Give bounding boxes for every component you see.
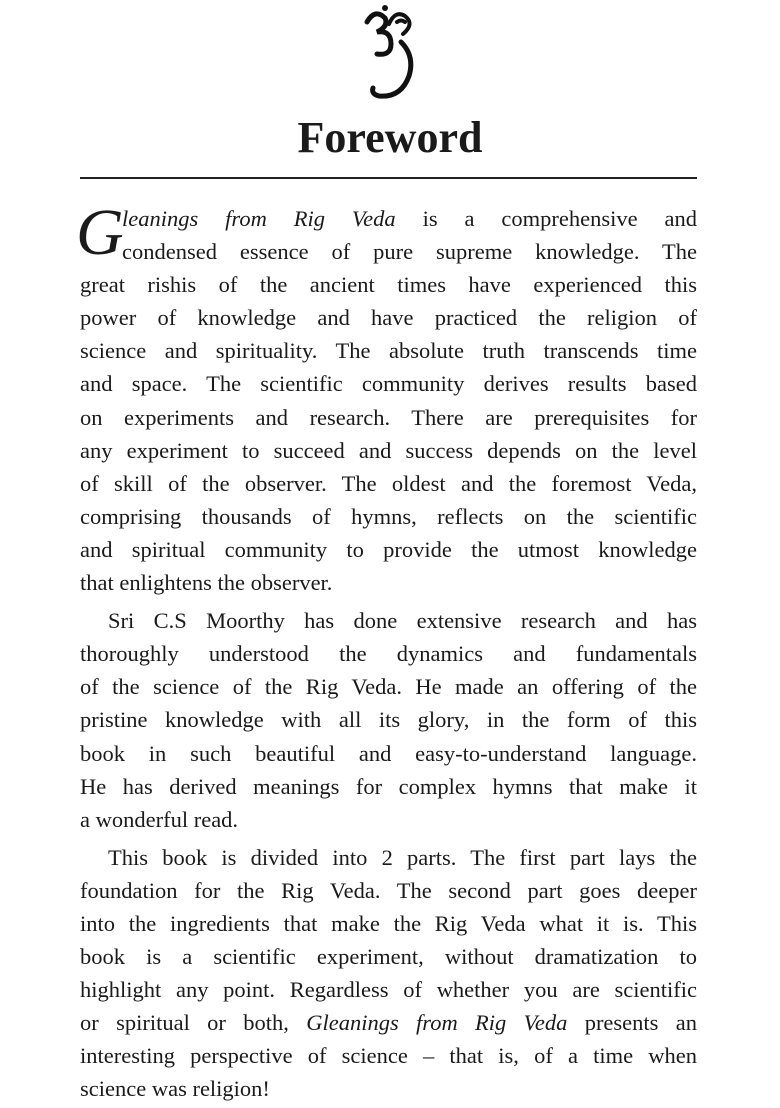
text-span: presents an xyxy=(567,1010,697,1036)
page-title: Foreword xyxy=(297,113,483,162)
text-line: pristine knowledge with all its glory, in the form of this xyxy=(80,707,697,733)
text-line: and spiritual community to provide the utmost knowledge xyxy=(80,536,697,562)
text-line: This book is divided into 2 parts. The first part lays the xyxy=(108,844,697,870)
text-line: of skill of the observer. The oldest and the foremost Veda, xyxy=(80,470,697,496)
book-title: Gleanings from Rig Veda xyxy=(306,1010,568,1036)
text-line: a wonderful read. xyxy=(80,806,239,832)
text-line: any experiment to succeed and success depends on the level xyxy=(80,437,697,463)
text-line: science was religion! xyxy=(80,1076,270,1102)
text-span: is a comprehensive and xyxy=(395,206,697,231)
text-line: and space. The scientific community derives results based xyxy=(80,371,697,397)
text-line: great rishis of the ancient times have experienced this xyxy=(80,272,697,298)
text-line: interesting perspective of science – that is, of a time when xyxy=(80,1043,697,1069)
text-line: Sri C.S Moorthy has done extensive research and has xyxy=(108,608,697,634)
text-line: book is a scientific experiment, without dramatization to xyxy=(80,944,697,970)
paragraph-1 xyxy=(76,196,697,599)
text-line: foundation for the Rig Veda. The second part goes deeper xyxy=(80,877,697,903)
text-line xyxy=(80,202,697,235)
paragraph-2 xyxy=(80,604,697,836)
title-divider xyxy=(80,177,697,179)
text-line: power of knowledge and have practiced the religion of xyxy=(80,305,697,331)
text-line: science and spirituality. The absolute truth transcends time xyxy=(80,338,697,364)
text-line: of the science of the Rig Veda. He made an offering of the xyxy=(80,674,697,700)
drop-cap: G xyxy=(76,196,124,269)
text-line: on experiments and research. There are prerequisites for xyxy=(80,404,697,430)
foreword-body xyxy=(76,196,697,1106)
text-line: highlight any point. Regardless of whether you are scientific xyxy=(80,977,697,1003)
text-line: condensed essence of pure supreme knowledge. The xyxy=(122,239,697,265)
om-symbol-logo xyxy=(345,2,425,102)
book-title: leanings from Rig Veda xyxy=(122,206,396,231)
paragraph-3 xyxy=(80,841,697,1106)
text-line: thoroughly understood the dynamics and fundamentals xyxy=(80,641,697,667)
text-line: comprising thousands of hymns, reflects on the scientific xyxy=(80,503,697,529)
text-line: that enlightens the observer. xyxy=(80,570,333,596)
text-line: He has derived meanings for complex hymns that make it xyxy=(80,773,697,799)
text-span: or spiritual or both, xyxy=(80,1010,307,1036)
text-line: book in such beautiful and easy-to-understand language. xyxy=(80,740,697,766)
text-line: into the ingredients that make the Rig Veda what it is. This xyxy=(80,910,697,936)
text-line xyxy=(80,1006,697,1039)
